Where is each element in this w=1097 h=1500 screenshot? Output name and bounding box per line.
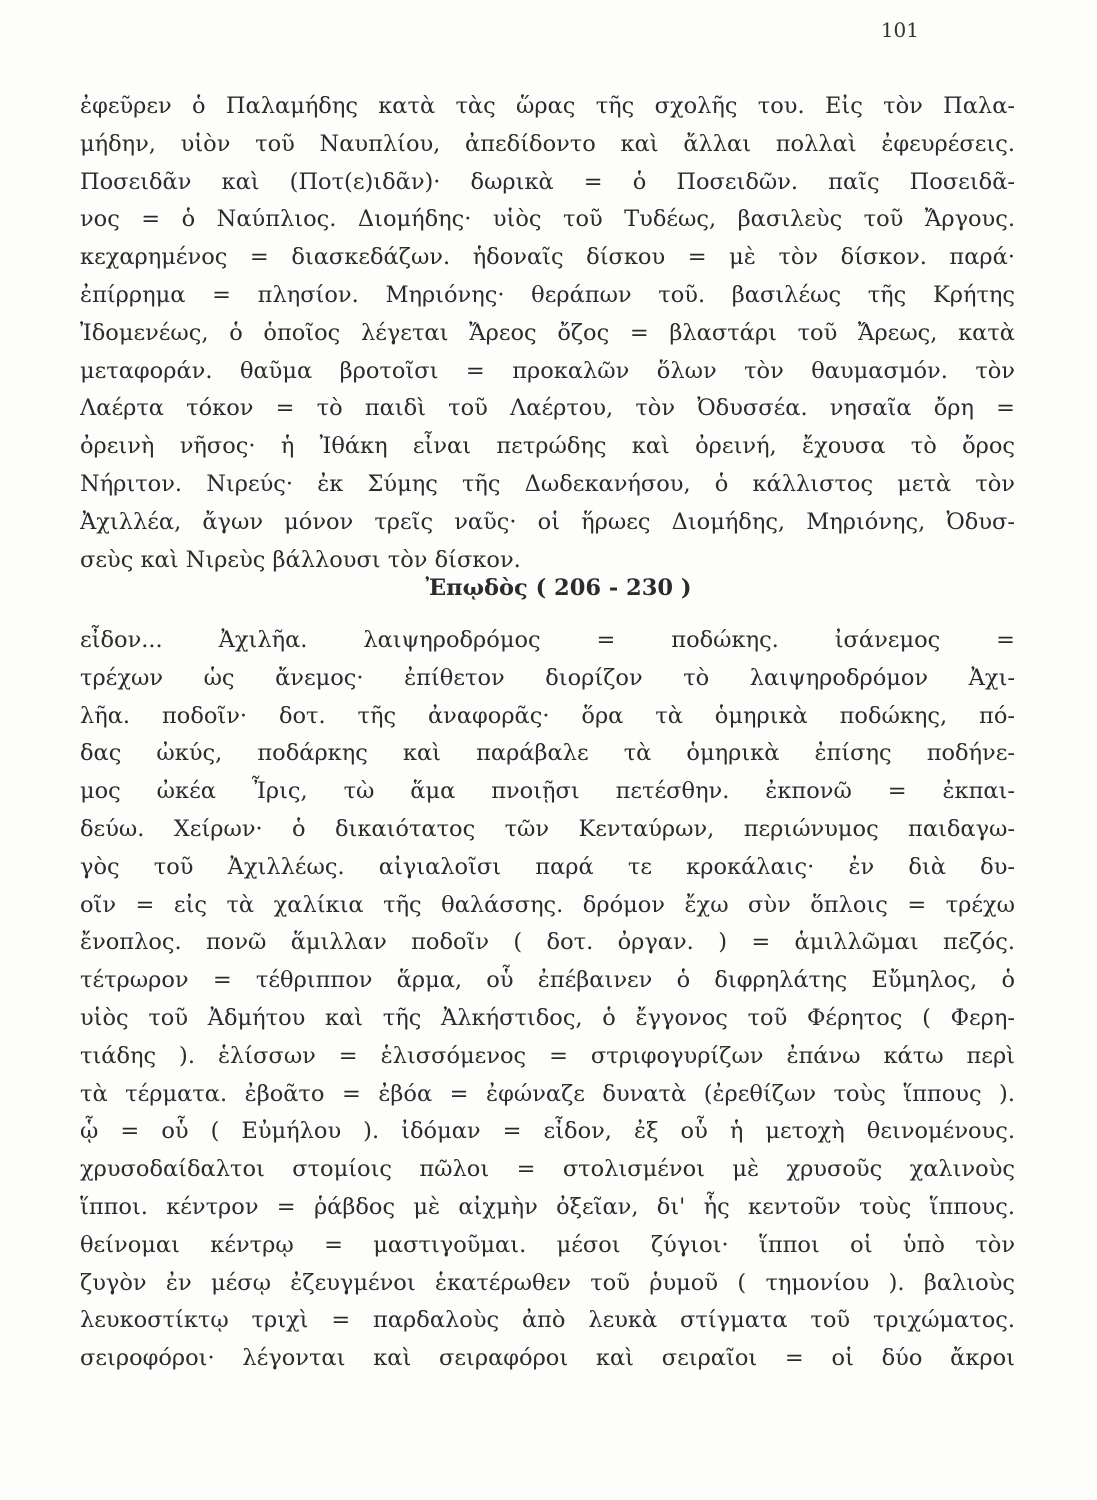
text-line: ἵπποι. κέντρον = ῥάβδος μὲ αἰχμὴν ὀξεῖαν, δι' ἧς κεντοῦν τοὺς ἵππους.	[80, 1193, 1015, 1220]
commentary-paragraph-1	[80, 88, 1015, 579]
text-line: σειροφόροι· λέγονται καὶ σειραφόροι καὶ σειραῖοι = οἱ δύο ἄκροι	[80, 1345, 1015, 1372]
text-line: Ἰδομενέως, ὁ ὁποῖος λέγεται Ἄρεος ὄζος = βλαστάρι τοῦ Ἄρεως, κατὰ	[80, 319, 1015, 346]
text-line: υἱὸς τοῦ Ἀδμήτου καὶ τῆς Ἀλκήστιδος, ὁ ἔγγονος τοῦ Φέρητος ( Φερη-	[80, 1004, 1015, 1031]
text-line: τέτρωρον = τέθριππον ἅρμα, οὗ ἐπέβαινεν ὁ διφρηλάτης Εὔμηλος, ὁ	[80, 967, 1015, 994]
text-line: κεχαρημένος = διασκεδάζων. ἡδοναῖς δίσκου = μὲ τὸν δίσκον. παρά·	[80, 244, 1015, 271]
text-line: τρέχων ὡς ἄνεμος· ἐπίθετον διορίζον τὸ λαιψηροδρόμον Ἀχι-	[80, 664, 1015, 691]
text-line: λῆα. ποδοῖν· δοτ. τῆς ἀναφορᾶς· ὅρα τὰ ὁμηρικὰ ποδώκης, πό-	[80, 702, 1015, 729]
text-line: γὸς τοῦ Ἀχιλλέως. αἰγιαλοῖσι παρά τε κροκάλαις· ἐν διὰ δυ-	[80, 853, 1015, 880]
text-line: ἐπίρρημα = πλησίον. Μηριόνης· θεράπων τοῦ. βασιλέως τῆς Κρήτης	[80, 281, 1015, 308]
text-line: μήδην, υἱὸν τοῦ Ναυπλίου, ἀπεδίδοντο καὶ ἄλλαι πολλαὶ ἐφευρέσεις.	[80, 130, 1015, 157]
text-line: μος ὠκέα Ἶρις, τὼ ἅμα πνοιῇσι πετέσθην. ἐκπονῶ = ἐκπαι-	[80, 778, 1015, 805]
text-line: τὰ τέρματα. ἐβοᾶτο = ἐβόα = ἐφώναζε δυνατὰ (ἐρεθίζων τοὺς ἵππους ).	[80, 1080, 1015, 1107]
text-line: ζυγὸν ἐν μέσῳ ἐζευγμένοι ἑκατέρωθεν τοῦ ῥυμοῦ ( τημονίου ). βαλιοὺς	[80, 1269, 1015, 1296]
text-line: δας ὠκύς, ποδάρκης καὶ παράβαλε τὰ ὁμηρικὰ ἐπίσης ποδήνε-	[80, 740, 1015, 767]
text-line: δεύω. Χείρων· ὁ δικαιότατος τῶν Κενταύρων, περιώνυμος παιδαγω-	[80, 815, 1015, 842]
text-line: ὀρεινὴ νῆσος· ἡ Ἰθάκη εἶναι πετρώδης καὶ ὀρεινή, ἔχουσα τὸ ὄρος	[80, 433, 1015, 460]
text-line: νος = ὁ Ναύπλιος. Διομήδης· υἱὸς τοῦ Τυδέως, βασιλεὺς τοῦ Ἄργους.	[80, 206, 1015, 233]
text-line: θείνομαι κέντρῳ = μαστιγοῦμαι. μέσοι ζύγιοι· ἵπποι οἱ ὑπὸ τὸν	[80, 1231, 1015, 1258]
section-heading: Ἐπῳδὸς ( 206 - 230 )	[425, 575, 692, 601]
text-line: ᾧ = οὗ ( Εὐμήλου ). ἰδόμαν = εἶδον, ἐξ οὗ ἡ μετοχὴ θεινομένους.	[80, 1118, 1015, 1145]
text-line: μεταφοράν. θαῦμα βροτοῖσι = προκαλῶν ὅλων τὸν θαυμασμόν. τὸν	[80, 357, 1015, 384]
text-line: Ἀχιλλέα, ἄγων μόνον τρεῖς ναῦς· οἱ ἥρωες Διομήδης, Μηριόνης, Ὀδυσ-	[80, 508, 1015, 535]
text-line: λευκοστίκτῳ τριχὶ = παρδαλοὺς ἀπὸ λευκὰ στίγματα τοῦ τριχώματος.	[80, 1307, 1015, 1334]
text-line: οῖν = εἰς τὰ χαλίκια τῆς θαλάσσης. δρόμον ἔχω σὺν ὅπλοις = τρέχω	[80, 891, 1015, 918]
text-line: Νήριτον. Νιρεύς· ἐκ Σύμης τῆς Δωδεκανήσου, ὁ κάλλιστος μετὰ τὸν	[80, 470, 1015, 497]
text-line: τιάδης ). ἑλίσσων = ἑλισσόμενος = στριφογυρίζων ἐπάνω κάτω περὶ	[80, 1042, 1015, 1069]
text-line: χρυσοδαίδαλτοι στομίοις πῶλοι = στολισμένοι μὲ χρυσοῦς χαλινοὺς	[80, 1156, 1015, 1183]
text-line: Ποσειδᾶν καὶ (Ποτ(ε)ιδᾶν)· δωρικὰ = ὁ Ποσειδῶν. παῖς Ποσειδᾶ-	[80, 168, 1015, 195]
text-line: εἶδον... Ἀχιλῆα. λαιψηροδρόμος = ποδώκης. ἰσάνεμος =	[80, 627, 1015, 653]
text-line: ἐφεῦρεν ὁ Παλαμήδης κατὰ τὰς ὥρας τῆς σχολῆς του. Εἰς τὸν Παλα-	[80, 93, 1015, 119]
text-line: σεὺς καὶ Νιρεὺς βάλλουσι τὸν δίσκον.	[80, 546, 521, 573]
text-line: ἔνοπλος. πονῶ ἅμιλλαν ποδοῖν ( δοτ. ὀργαν. ) = ἁμιλλῶμαι πεζός.	[80, 929, 1015, 956]
commentary-paragraph-2	[80, 622, 1015, 1378]
text-line: Λαέρτα τόκον = τὸ παιδὶ τοῦ Λαέρτου, τὸν Ὀδυσσέα. νησαῖα ὄρη =	[80, 395, 1015, 422]
page-number: 101	[880, 18, 919, 42]
